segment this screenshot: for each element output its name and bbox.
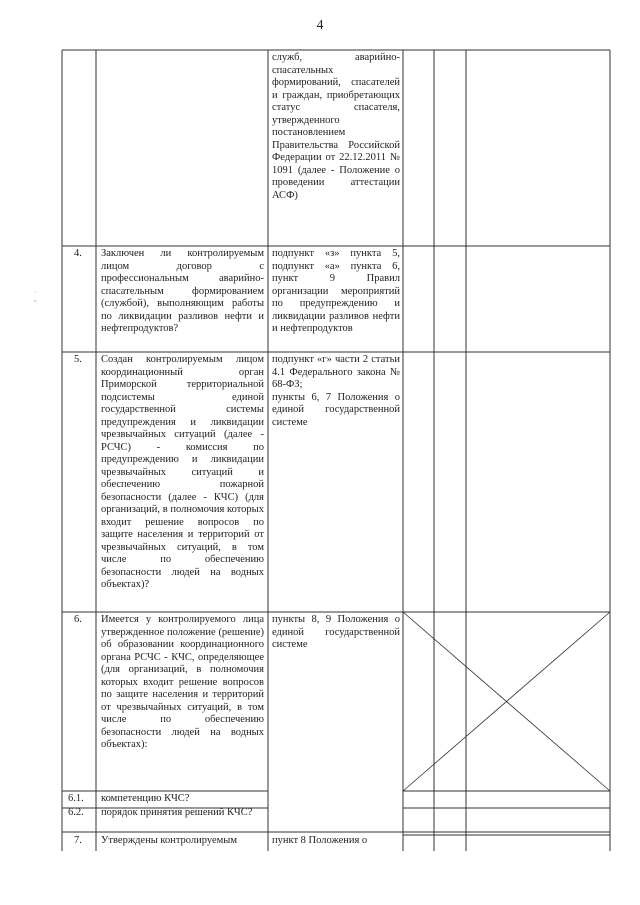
row-question: Создан контролируемым лицом координационный орган Приморской территориальной подсистемы единой государственной системы предупреждения и ликвидации чрезвычайных ситуаций (далее - РСЧС) - комиссия по предупреждению и ликвидации чрезвычайных ситуаций и обеспечению пожарной безопасности (далее - КЧС) (для организаций, в полномочия которых входит решение вопросов по защите населения и территорий от чрезвычайных ситуаций, в том числе по обеспечению безопасности людей на водных объектах)?: [101, 354, 264, 590]
row-number: 5.: [74, 354, 82, 365]
row-question: Утверждены контролируемым: [101, 835, 237, 846]
row-question: компетенцию КЧС?: [101, 793, 190, 804]
row-basis: пункты 8, 9 Положения о единой государственной системе: [272, 614, 400, 650]
row-number: 6.2.: [68, 807, 84, 818]
row-question: Заключен ли контролируемым лицом договор с профессиональным аварийно-спасательным формированием (службой), выполняющим работы по ликвидации разливов нефти и нефтепродуктов?: [101, 248, 264, 334]
row-basis: пункт 8 Положения о: [272, 835, 368, 846]
page-number: 4: [316, 18, 324, 33]
row-basis: подпункт «з» пункта 5, подпункт «а» пункта 6, пункт 9 Правил организации мероприятий по предупреждению и ликвидации разливов нефти и нефтепродуктов: [272, 248, 400, 334]
row-question: порядок принятия решений КЧС?: [101, 807, 253, 818]
row-number: 7.: [74, 835, 82, 846]
row-basis: служб, аварийно-спасательных формирований, спасателей и граждан, приобретающих статус спасателя, утвержденного постановлением Правительства Российской Федерации от 22.12.2011 № 1091 (далее - Положение о проведении аттестации АСФ): [272, 52, 400, 201]
row-number: 6.1.: [68, 793, 84, 804]
margin-mark: ˙ ˜: [34, 290, 37, 308]
row-number: 4.: [74, 248, 82, 259]
row-number: 6.: [74, 614, 82, 625]
row-question: Имеется у контролируемого лица утвержденное положение (решение) об образовании координационного органа РСЧС - КЧС, определяющее (для организаций, в полномочия которых входит решение вопросов по защите населения и территорий от чрезвычайных ситуаций, в том числе по обеспечению безопасности людей на водных объектах):: [101, 614, 264, 750]
row-basis: подпункт «г» части 2 статьи 4.1 Федерального закона № 68-ФЗ; пункты 6, 7 Положения о единой государственной системе: [272, 354, 400, 428]
